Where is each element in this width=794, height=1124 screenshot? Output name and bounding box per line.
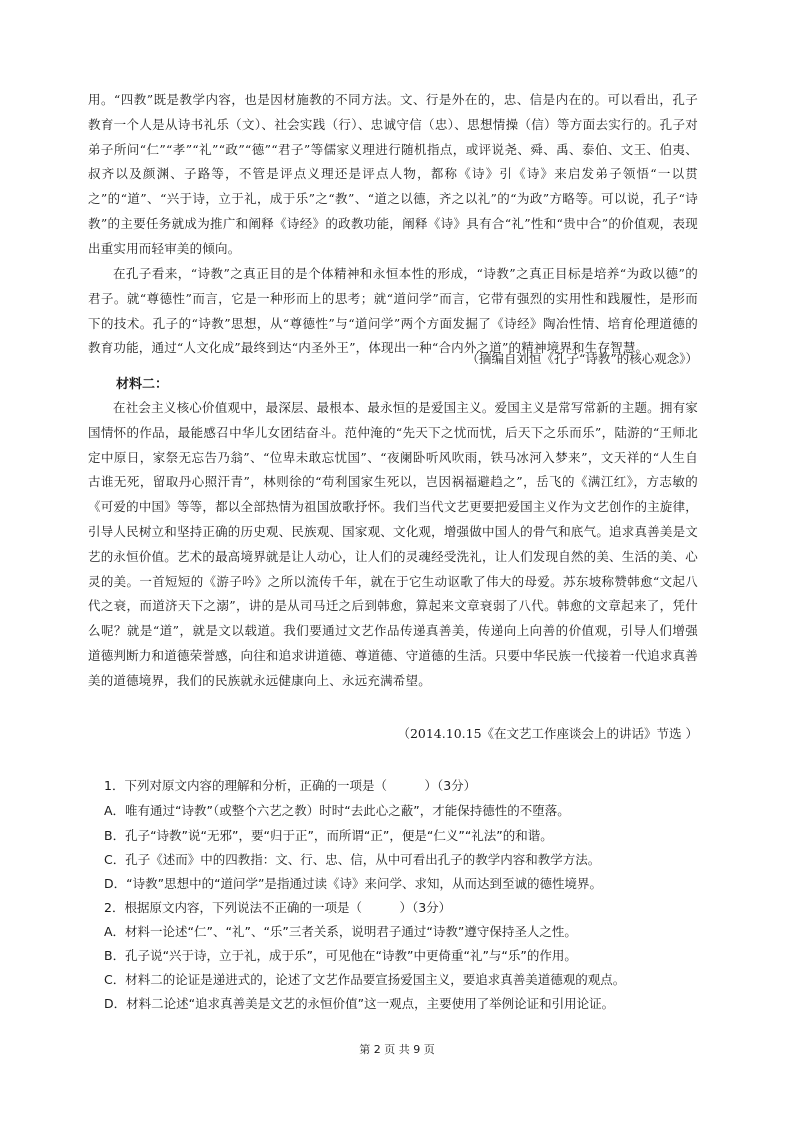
question-1-option-c: C．孔子《述而》中的四教指：文、行、忠、信，从中可看出孔子的教学内容和教学方法。	[104, 852, 601, 867]
page-number-footer: 第 2 页 共 9 页	[359, 1043, 435, 1056]
question-1-stem: 1．下列对原文内容的理解和分析，正确的一项是（ ）（3分）	[104, 778, 477, 793]
question-2-stem: 2．根据原文内容，下列说法不正确的一项是（ ）（3分）	[104, 900, 452, 915]
question-2-option-b: B．孔子说“兴于诗，立于礼，成于乐”，可见他在“诗教”中更倚重“礼”与“乐”的作用。	[104, 948, 577, 963]
question-1-option-b: B．孔子“诗教”说“无邪”，要“归于正”，而所谓“正”，便是“仁义”“礼法”的和谐。	[104, 828, 553, 843]
material2-citation: （2014.10.15《在文艺工作座谈会上的讲话》节选 ）	[397, 726, 698, 741]
material2-paragraph: 在社会主义核心价值观中，最深层、最根本、最永恒的是爱国主义。爱国主义是常写常新的主题。拥有家国情怀的作品，最能感召中华儿女团结奋斗。范仲淹的“先天下之忧而忧，后天下之乐而乐”，陆游的“王师北定中原日，家祭无忘告乃翁”、“位卑未敢忘忧国”、“夜阑卧听风吹雨，铁马冰河入梦来”，文天祥的“人生自古谁无死，留取丹心照汗青”，林则徐的“苟利国家生死以，岂因祸福避趋之”，岳飞的《满江红》，方志敏的《可爱的中国》等等，都以全部热情为祖国放歌抒怀。我们当代文艺更要把爱国主义作为文艺创作的主旋律，引导人民树立和坚持正确的历史观、民族观、国家观、文化观，增强做中国人的骨气和底气。追求真善美是文艺的永恒价值。艺术的最高境界就是让人动心，让人们的灵魂经受洗礼，让人们发现自然的美、生活的美、心灵的美。一首短短的《游子吟》之所以流传千年，就在于它生动讴歌了伟大的母爱。苏东坡称赞韩愈“文起八代之衰，而道济天下之溺”，讲的是从司马迁之后到韩愈，算起来文章衰弱了八代。韩愈的文章起来了，凭什么呢？就是“道”，就是文以载道。我们要通过文艺作品传递真善美，传递向上向善的价值观，引导人们增强道德判断力和道德荣誉感，向往和追求讲道德、尊道德、守道德的生活。只要中华民族一代接着一代追求真善美的道德境界，我们的民族就永远健康向上、永远充满希望。	[88, 400, 698, 688]
material2-heading: 材料二：	[116, 377, 169, 392]
question-2-option-a: A．材料一论述“仁”、“礼”、“乐”三者关系，说明君子通过“诗教”遵守保持圣人之性。	[104, 924, 577, 939]
question-2-option-c: C．材料二的论证是递进式的，论述了文艺作品要宣扬爱国主义，要追求真善美道德观的观点。	[104, 972, 626, 987]
question-1-option-d: D．“诗教”思想中的“道问学”是指通过读《诗》来问学、求知，从而达到至诚的德性境界。	[104, 876, 603, 891]
material1-paragraph-2: 在孔子看来，“诗教”之真正目的是个体精神和永恒本性的形成，“诗教”之真正目标是培养“为政以德”的君子。就“尊德性”而言，它是一种形而上的思考；就“道问学”而言，它带有强烈的实用性和践履性，是形而下的技术。孔子的“诗教”思想，从“尊德性”与“道问学”两个方面发掘了《诗经》陶冶性情、培育伦理道德的教育功能，通过“人文化成”最终到达“内圣外王”，体现出一种“合内外之道”的精神境界和生存智慧。	[88, 266, 698, 356]
material1-paragraph-1: 用。“四教”既是教学内容，也是因材施教的不同方法。文、行是外在的，忠、信是内在的。可以看出，孔子教育一个人是从诗书礼乐（文）、社会实践（行）、忠诚守信（忠）、思想情操（信）等方面去实行的。孔子对弟子所问“仁”“孝”“礼”“政”“德”“君子”等儒家义理进行随机指点，或评说尧、舜、禹、泰伯、文王、伯夷、叔齐以及颜渊、子路等，不管是评点义理还是评点人物，都称《诗》引《诗》来启发弟子领悟“一以贯之”的“道”、“兴于诗，立于礼，成于乐”之“教”、“道之以德，齐之以礼”的“为政”方略等。可以说，孔子“诗教”的主要任务就成为推广和阐释《诗经》的政教功能，阐释《诗》具有合“礼”性和“贵中合”的价值观，表现出重实用而轻审美的倾向。	[88, 92, 698, 256]
material1-citation: （摘编自刘恒《孔子“诗教”的核心观念》）	[466, 351, 698, 366]
question-2-option-d: D．材料二论述“追求真善美是文艺的永恒价值”这一观点，主要使用了举例论证和引用论证。	[104, 996, 615, 1011]
question-1-option-a: A．唯有通过“诗教”（或整个六艺之教）时时“去此心之蔽”，才能保持德性的不堕落。	[104, 803, 570, 818]
